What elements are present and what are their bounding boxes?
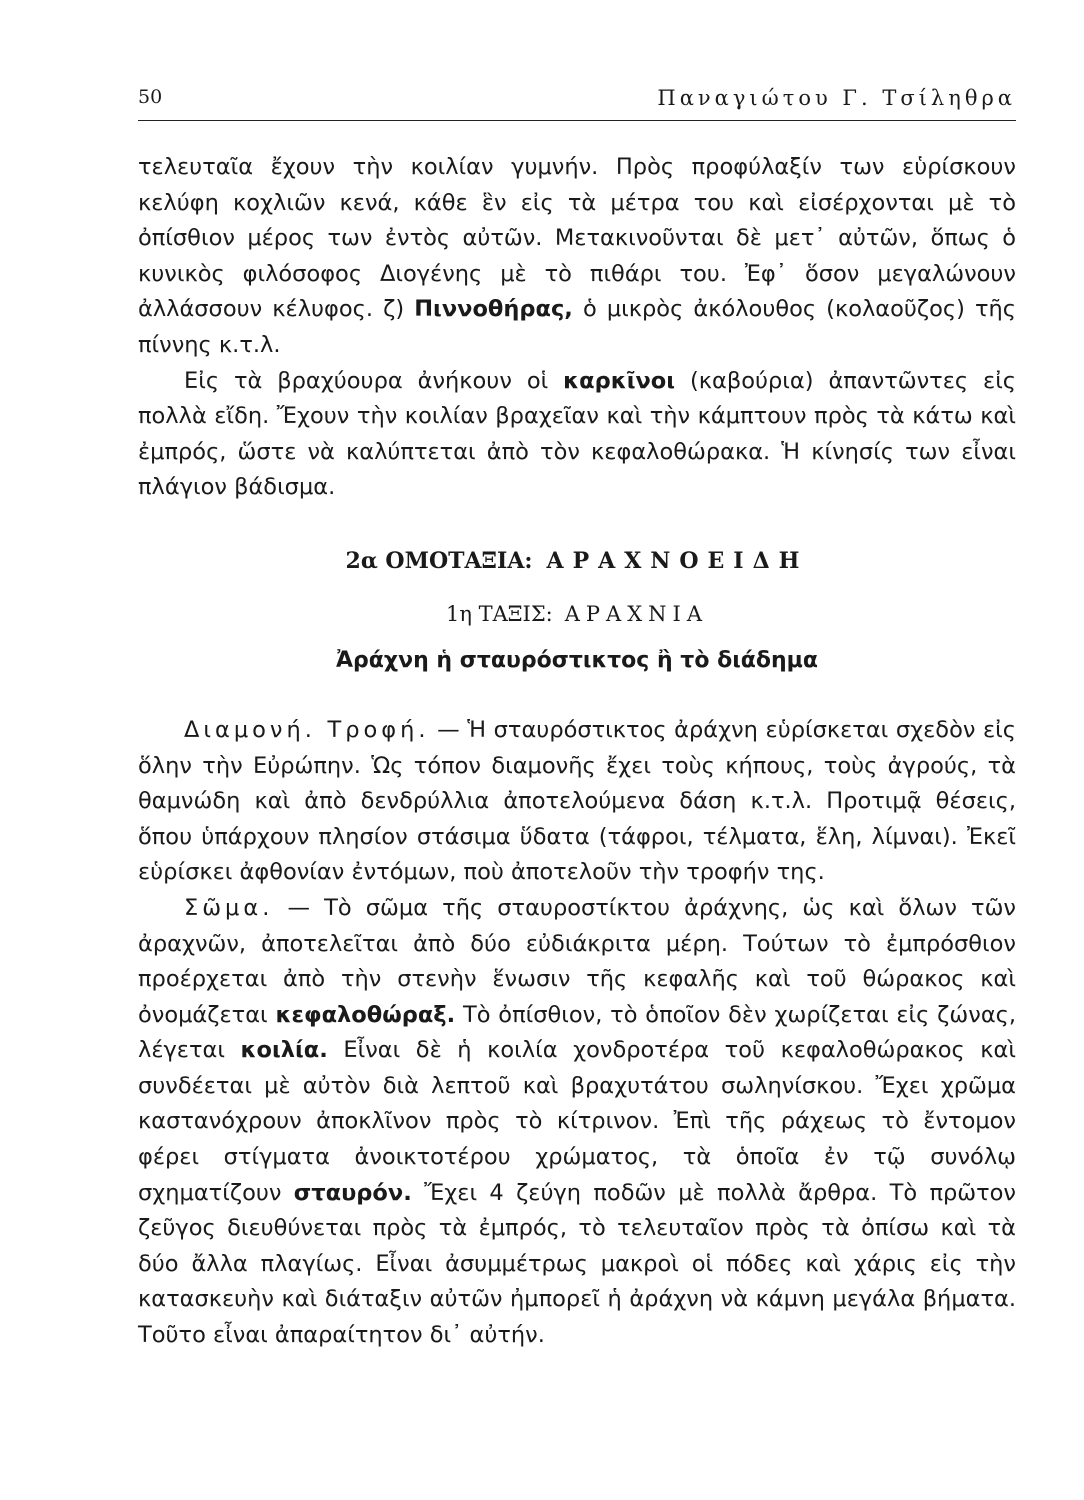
book-page [138,0,1016,1500]
bold-term-crabs: καρκῖνοι [563,367,676,394]
running-head: Παναγιώτου Γ. Τσίληθρα [657,86,1016,110]
bold-term-cross: σταυρόν. [293,1179,412,1206]
bold-term-cephalothorax: κεφαλοθώραξ. [275,1001,456,1028]
body-lead: Σῶμα. [184,894,274,921]
bold-term-pinnotheres: Πιννοθήρας, [414,296,573,323]
bold-term-abdomen: κοιλία. [240,1037,328,1064]
species-heading: Ἀράχνη ἡ σταυρόστικτος ἢ τὸ διάδημα [336,647,818,673]
body-paragraph: Σῶμα. — Τὸ σῶμα τῆς σταυροστίκτου ἀράχνης, ὡς καὶ ὅλων τῶν ἀραχνῶν, ἀποτελεῖται ἀπὸ δύο εὐδιάκριτα μέρη. Τούτων τὸ ἐμπρόσθιον προέρχεται ἀπὸ τὴν στενὴν ἕνωσιν τῆς κεφαλῆς καὶ τοῦ θώρακος καὶ ὀνομάζεται κεφαλοθώραξ. Τὸ ὀπίσθιον, τὸ ὁποῖον δὲν χωρίζεται εἰς ζώνας, λέγεται κοιλία. Εἶναι δὲ ἡ κοιλία χονδροτέρα τοῦ κεφαλοθώρακος καὶ συνδέεται μὲ αὐτὸν διὰ λεπτοῦ καὶ βραχυτάτου σωληνίσκου. Ἔχει χρῶμα καστανόχρουν ἀποκλῖνον πρὸς τὸ κίτρινον. Ἐπὶ τῆς ράχεως τὸ ἔντομον φέρει στίγματα ἀνοικτοτέρου χρώματος, τὰ ὁποῖα ἐν τῷ συνόλῳ σχηματίζουν σταυρόν. Ἔχει 4 ζεύγη ποδῶν μὲ πολλὰ ἄρθρα. Τὸ πρῶτον ζεῦγος διευθύνεται πρὸς τὰ ἐμπρός, τὸ τελευταῖον πρὸς τὰ ὀπίσω καὶ τὰ δύο ἄλλα πλαγίως. Εἶναι ἀσυμμέτρως μακροὶ οἱ πόδες καὶ χάρις εἰς τὴν κατασκευὴν καὶ διάταξιν αὐτῶν ἠμπορεῖ ἡ ἀράχνη νὰ κάμνη μεγάλα βήματα. Τοῦτο εἶναι ἀπαραίτητον δι᾽ αὐτήν. [138,894,1017,1349]
habitat-lead: Διαμονή. Τροφή. [184,716,430,743]
order-heading: 1η ΤΑΞΙΣ: ΑΡΑΧΝΙΑ [445,601,709,626]
crabs-paragraph: Εἰς τὰ βραχύουρα ἀνήκουν οἱ καρκῖνοι (καβούρια) ἀπαντῶντες εἰς πολλὰ εἴδη. Ἔχουν τὴν κοιλίαν βραχεῖαν καὶ τὴν κάμπτουν πρὸς τὰ κάτω καὶ ἐμπρός, ὥστε νὰ καλύπτεται ἀπὸ τὸν κεφαλοθώρακα. Ἡ κίνησίς των εἶναι πλάγιον βάδισμα. [138,367,1017,501]
intro-paragraph: τελευταῖα ἔχουν τὴν κοιλίαν γυμνήν. Πρὸς προφύλαξίν των εὑρίσκουν κελύφη κοχλιῶν κενά, κάθε ἓν εἰς τὰ μέτρα του καὶ εἰσέρχονται μὲ τὸ ὀπίσθιον μέρος των ἐντὸς αὐτῶν. Μετακινοῦνται δὲ μετ᾽ αὐτῶν, ὅπως ὁ κυνικὸς φιλόσοφος Διογένης μὲ τὸ πιθάρι του. Ἐφ᾽ ὅσον μεγαλώνουν ἀλλάσσουν κέλυφος. ζ) Πιννοθήρας, ὁ μικρὸς ἀκόλουθος (κολαοῦζος) τῆς πίννης κ.τ.λ. [138,154,1017,358]
page-number: 50 [138,86,163,108]
page-header [138,84,1016,121]
class-heading: 2α ΟΜΟΤΑΞΙΑ: ΑΡΑΧΝΟΕΙΔΗ [345,547,809,574]
page-body [138,150,1016,1354]
habitat-paragraph: Διαμονή. Τροφή. — Ἡ σταυρόστικτος ἀράχνη εὑρίσκεται σχεδὸν εἰς ὅλην τὴν Εὐρώπην. Ὡς τόπον διαμονῆς ἔχει τοὺς κήπους, τοὺς ἀγρούς, τὰ θαμνώδη καὶ ἀπὸ δενδρύλλια ἀποτελούμενα δάση κ.τ.λ. Προτιμᾷ θέσεις, ὅπου ὑπάρχουν πλησίον στάσιμα ὕδατα (τάφροι, τέλματα, ἕλη, λίμναι). Ἐκεῖ εὑρίσκει ἀφθονίαν ἐντόμων, ποὺ ἀποτελοῦν τὴν τροφήν της. [138,716,1016,886]
